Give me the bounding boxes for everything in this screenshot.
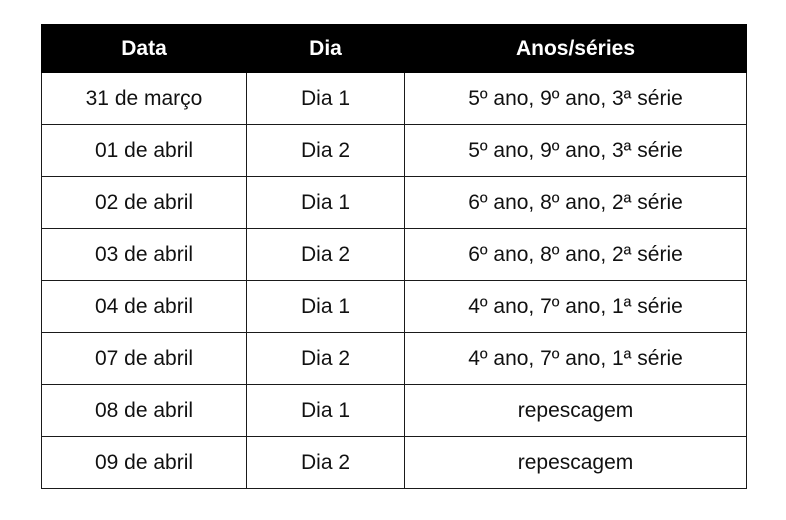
cell-day: Dia 2 [247,229,405,281]
cell-date: 01 de abril [42,125,247,177]
cell-date: 31 de março [42,73,247,125]
cell-date: 03 de abril [42,229,247,281]
table-body [42,73,747,489]
table-row [42,385,747,437]
header-date: Data [42,25,247,73]
cell-grades: 6º ano, 8º ano, 2ª série [405,177,747,229]
cell-day: Dia 2 [247,125,405,177]
header-day: Dia [247,25,405,73]
table-row [42,437,747,489]
cell-day: Dia 1 [247,385,405,437]
cell-grades: 6º ano, 8º ano, 2ª série [405,229,747,281]
cell-day: Dia 1 [247,281,405,333]
table-row [42,281,747,333]
cell-date: 08 de abril [42,385,247,437]
cell-day: Dia 2 [247,333,405,385]
cell-day: Dia 1 [247,73,405,125]
table-row [42,73,747,125]
cell-grades: 4º ano, 7º ano, 1ª série [405,281,747,333]
cell-grades: 5º ano, 9º ano, 3ª série [405,125,747,177]
cell-date: 09 de abril [42,437,247,489]
cell-grades: 4º ano, 7º ano, 1ª série [405,333,747,385]
table-row [42,177,747,229]
header-grades: Anos/séries [405,25,747,73]
cell-day: Dia 1 [247,177,405,229]
table-row [42,229,747,281]
table-row [42,125,747,177]
header-row [42,25,747,73]
cell-grades: repescagem [405,437,747,489]
table-row [42,333,747,385]
cell-date: 07 de abril [42,333,247,385]
cell-date: 02 de abril [42,177,247,229]
schedule-table [41,24,747,489]
cell-date: 04 de abril [42,281,247,333]
cell-grades: 5º ano, 9º ano, 3ª série [405,73,747,125]
table-header [42,25,747,73]
cell-day: Dia 2 [247,437,405,489]
cell-grades: repescagem [405,385,747,437]
